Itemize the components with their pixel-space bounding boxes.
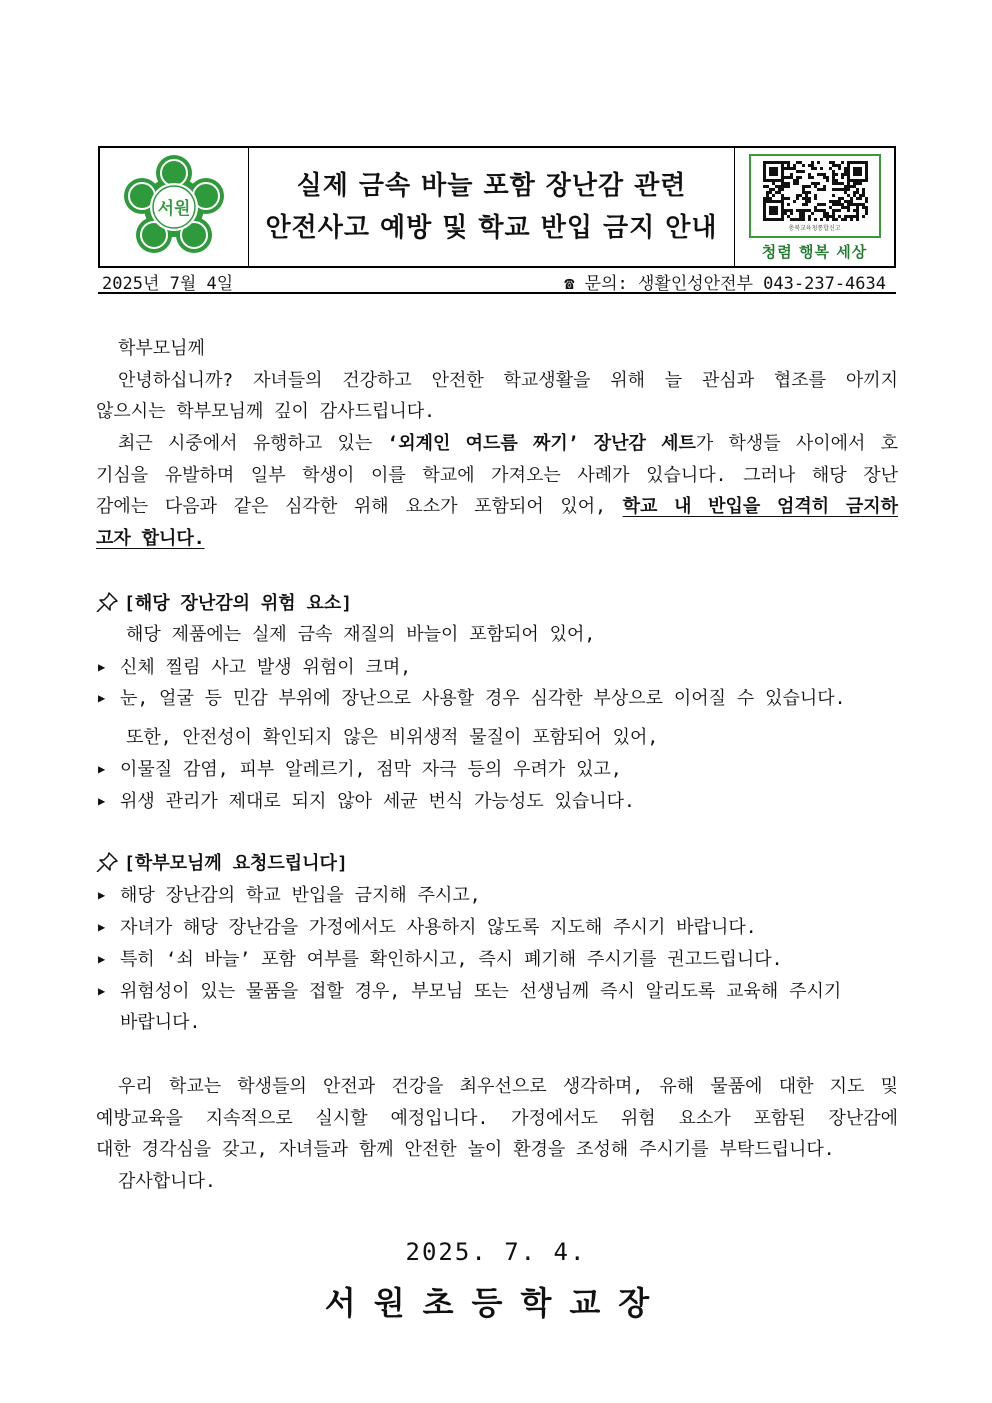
qr-frame <box>749 154 881 238</box>
bullet-triangle-icon: ▶ <box>98 920 106 934</box>
closing-line-3: 대한 경각심을 갖고, 자녀들과 함께 안전한 놀이 환경을 조성해 주시기를 부탁드립니다. <box>96 1139 835 1160</box>
pushpin-icon <box>96 592 118 612</box>
section-2-bullet-3 <box>98 948 900 971</box>
paragraph-1-line-1: 안녕하십니까? 자녀들의 건강하고 안전한 학교생활을 위해 늘 관심과 협조를 아끼지 <box>118 370 898 391</box>
closing-line-1: 우리 학교는 학생들의 안전과 건강을 최우선으로 생각하며, 유해 물품에 대한 지도 및 <box>118 1076 898 1097</box>
section-1-bullet-4 <box>98 790 900 813</box>
bullet-triangle-icon: ▶ <box>98 888 106 902</box>
bullet-triangle-icon: ▶ <box>98 660 106 674</box>
toy-name-highlight: ‘외계인 여드름 짜기’ 장난감 세트 <box>387 433 696 454</box>
bullet-text: 위생 관리가 제대로 되지 않아 세균 번식 가능성도 있습니다. <box>120 791 635 812</box>
paragraph-2-line-3 <box>96 496 898 518</box>
bullet-text: 신체 찔림 사고 발생 위험이 크며, <box>120 657 412 678</box>
p2-line3-text: 감에는 다음과 같은 심각한 위해 요소가 포함되어 있어, <box>96 496 623 517</box>
document-title-line1: 실제 금속 바늘 포함 장난감 관련 <box>296 171 687 201</box>
section-2-heading <box>96 852 348 875</box>
bullet-triangle-icon: ▶ <box>98 952 106 966</box>
section-2-bullet-4-continued: 바랍니다. <box>120 1012 201 1033</box>
bullet-text: 특히 ‘쇠 바늘’ 포함 여부를 확인하시고, 즉시 폐기해 주시기를 권고드립니다. <box>120 949 783 970</box>
section-1-intro-1: 해당 제품에는 실제 금속 재질의 바늘이 포함되어 있어, <box>126 624 596 645</box>
qr-cell <box>734 148 894 266</box>
document-header <box>98 146 896 268</box>
section-1-bullet-2 <box>98 687 900 710</box>
section-2-title: [학부모님께 요청드립니다] <box>124 853 348 874</box>
bullet-triangle-icon: ▶ <box>98 691 106 705</box>
section-1-bullet-3 <box>98 758 900 781</box>
qr-code-image[interactable] <box>762 160 868 222</box>
logo-text: 서원 <box>157 199 191 219</box>
title-cell <box>249 148 734 266</box>
bullet-text: 위험성이 있는 물품을 접할 경우, 부모님 또는 선생님께 즉시 알리도록 교육해 주시기 <box>120 981 842 1002</box>
section-2-bullet-1 <box>98 884 900 907</box>
paragraph-2-line-2: 기심을 유발하며 일부 학생이 이를 학교에 가져오는 사례가 있습니다. 그러나 해당 장난 <box>96 465 898 486</box>
issue-date: 2025년 7월 4일 <box>102 273 234 294</box>
section-1-intro-2: 또한, 안전성이 확인되지 않은 비위생적 물질이 포함되어 있어, <box>126 727 659 748</box>
paragraph-1-line-2: 않으시는 학부모님께 깊이 감사드립니다. <box>96 401 435 422</box>
school-logo-cell <box>100 148 249 266</box>
document-title-line2: 안전사고 예방 및 학교 반입 금지 안내 <box>265 213 718 243</box>
section-2-bullet-2 <box>98 916 900 939</box>
p2-text-a: 최근 시중에서 유행하고 있는 <box>118 433 388 454</box>
bullet-text: 이물질 감염, 피부 알레르기, 점막 자극 등의 우려가 있고, <box>120 759 622 780</box>
bullet-triangle-icon: ▶ <box>98 794 106 808</box>
greeting: 학부모님께 <box>118 338 205 359</box>
paragraph-2-line-1 <box>96 433 898 455</box>
bullet-triangle-icon: ▶ <box>98 762 106 776</box>
closing-line-2: 예방교육을 지속적으로 실시할 예정입니다. 가정에서도 위험 요소가 포함된 장난감에 <box>96 1108 898 1129</box>
signature-date: 2025. 7. 4. <box>405 1238 587 1266</box>
contact-info: ☎ 문의: 생활인성안전부 043-237-4634 <box>564 273 886 294</box>
section-1-heading <box>96 592 352 615</box>
section-2-bullet-4 <box>98 980 900 1003</box>
closing-thanks: 감사합니다. <box>118 1171 216 1192</box>
ban-notice-emphasis: 학교 내 반입을 엄격히 금지하 <box>622 496 898 517</box>
section-1-title: [해당 장난감의 위험 요소] <box>124 593 353 614</box>
date-contact-row <box>98 270 896 294</box>
section-1-bullet-1 <box>98 656 900 679</box>
paragraph-2-line-4: 고자 합니다. <box>96 528 205 549</box>
bullet-text: 자녀가 해당 장난감을 가정에서도 사용하지 않도록 지도해 주시기 바랍니다. <box>120 917 757 938</box>
school-emblem-logo <box>122 155 226 259</box>
bullet-triangle-icon: ▶ <box>98 984 106 998</box>
pushpin-icon <box>96 852 118 872</box>
signature-principal: 서원초등학교장 <box>324 1284 668 1322</box>
integrity-slogan: 청렴 행복 세상 <box>761 243 868 261</box>
bullet-text: 눈, 얼굴 등 민감 부위에 장난으로 사용할 경우 심각한 부상으로 이어질 수 있습니다. <box>120 688 846 709</box>
p2-text-c: 가 학생들 사이에서 호 <box>695 433 898 454</box>
bullet-text: 해당 장난감의 학교 반입을 금지해 주시고, <box>120 885 481 906</box>
qr-caption: 충북교육청통합신고 <box>788 225 841 232</box>
